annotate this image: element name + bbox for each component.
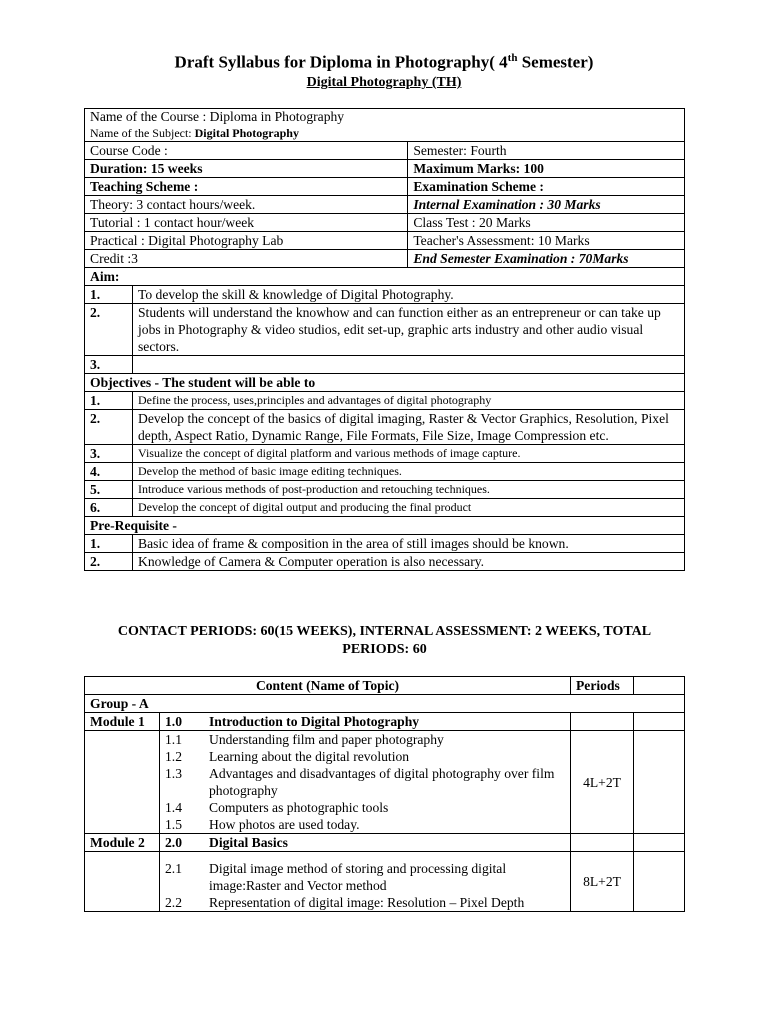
subject-line (90, 125, 679, 141)
table-row (85, 481, 685, 499)
objective-num: 5. (85, 481, 133, 499)
table-row (85, 713, 685, 731)
course-name: Name of the Course : Diploma in Photography (90, 109, 345, 124)
empty-cell (571, 834, 634, 852)
practical: Practical : Digital Photography Lab (85, 232, 408, 250)
table-row (85, 160, 685, 178)
course-subject-cell (85, 109, 685, 142)
contact-periods-heading: CONTACT PERIODS: 60(15 WEEKS), INTERNAL ASSESSMENT: 2 WEEKS, TOTAL PERIODS: 60 (117, 624, 652, 657)
table-row (85, 517, 685, 535)
subtopic-number: 2.1 (165, 861, 182, 876)
title-superscript: th (507, 52, 518, 64)
tutorial-hours: Tutorial : 1 contact hour/week (85, 214, 408, 232)
aim-text: To develop the skill & knowledge of Digital Photography. (133, 286, 685, 304)
table-row (85, 731, 685, 834)
table-row (85, 695, 685, 713)
objective-text: Introduce various methods of post-production and retouching techniques. (133, 481, 685, 499)
table-row (85, 196, 685, 214)
module-label: Module 1 (85, 713, 160, 731)
table-row (85, 535, 685, 553)
teacher-assessment: Teacher's Assessment: 10 Marks (408, 232, 685, 250)
table-row (85, 852, 685, 912)
course-code: Course Code : (85, 142, 408, 160)
table-row (85, 677, 685, 695)
table-row (85, 834, 685, 852)
table-row (85, 553, 685, 571)
list-item (165, 731, 565, 748)
table-row (85, 250, 685, 268)
course-info-table (84, 108, 685, 571)
document-title (0, 52, 768, 73)
table-row (85, 392, 685, 410)
subtopic-text: Digital image method of storing and processing digital image:Raster and Vector method (209, 861, 507, 893)
empty-cell (571, 713, 634, 731)
subtopic-text: How photos are used today. (209, 817, 360, 832)
objective-text: Visualize the concept of digital platform and various methods of image capture. (133, 445, 685, 463)
objective-text: Develop the method of basic image editing techniques. (133, 463, 685, 481)
table-row (85, 232, 685, 250)
list-item (165, 860, 565, 894)
content-table (84, 676, 685, 912)
col-header-topic: Content (Name of Topic) (85, 677, 571, 695)
teaching-scheme: Teaching Scheme : (85, 178, 408, 196)
objective-num: 4. (85, 463, 133, 481)
subtopic-number: 1.5 (165, 817, 182, 832)
prereq-text: Knowledge of Camera & Computer operation is also necessary. (133, 553, 685, 571)
objective-num: 2. (85, 410, 133, 445)
table-row (85, 374, 685, 392)
list-item (165, 894, 565, 911)
module-title-cell (160, 713, 571, 731)
max-marks: Maximum Marks: 100 (408, 160, 685, 178)
subject-name: Digital Photography (194, 126, 299, 140)
table-row (85, 109, 685, 142)
periods-value: 4L+2T (571, 731, 634, 834)
table-row (85, 499, 685, 517)
subtopic-text: Learning about the digital revolution (209, 749, 410, 764)
subtopic-number: 2.2 (165, 895, 182, 910)
credit: Credit :3 (85, 250, 408, 268)
aim-num: 3. (85, 356, 133, 374)
table-row (85, 463, 685, 481)
col-header-periods: Periods (571, 677, 634, 695)
table-row (85, 268, 685, 286)
table-row (85, 178, 685, 196)
group-label: Group - A (85, 695, 685, 713)
document-subtitle: Digital Photography (TH) (306, 75, 462, 90)
table-row (85, 214, 685, 232)
module-title: Introduction to Digital Photography (209, 714, 420, 729)
periods-value: 8L+2T (571, 852, 634, 912)
empty-cell (634, 852, 685, 912)
table-row (85, 445, 685, 463)
aim-heading: Aim: (85, 268, 685, 286)
empty-cell (85, 852, 160, 912)
objective-num: 1. (85, 392, 133, 410)
objective-num: 3. (85, 445, 133, 463)
module-number: 2.0 (165, 835, 182, 850)
objective-num: 6. (85, 499, 133, 517)
empty-cell (634, 834, 685, 852)
title-text-end: Semester) (517, 52, 594, 72)
subtopic-text: Understanding film and paper photography (209, 732, 444, 747)
duration: Duration: 15 weeks (85, 160, 408, 178)
aim-text (133, 356, 685, 374)
subject-prefix: Name of the Subject: (90, 126, 195, 140)
theory-hours: Theory: 3 contact hours/week. (85, 196, 408, 214)
table-row (85, 356, 685, 374)
subtopic-text: Computers as photographic tools (209, 800, 389, 815)
list-item (165, 765, 565, 799)
list-item (165, 816, 565, 833)
module-number: 1.0 (165, 714, 182, 729)
list-item (165, 748, 565, 765)
class-test: Class Test : 20 Marks (408, 214, 685, 232)
subtopics-cell (160, 852, 571, 912)
prereq-num: 2. (85, 553, 133, 571)
prereq-num: 1. (85, 535, 133, 553)
prereq-text: Basic idea of frame & composition in the area of still images should be known. (133, 535, 685, 553)
aim-num: 1. (85, 286, 133, 304)
semester: Semester: Fourth (408, 142, 685, 160)
subtopic-number: 1.4 (165, 800, 182, 815)
module-title: Digital Basics (209, 835, 288, 850)
end-semester-exam: End Semester Examination : 70Marks (408, 250, 685, 268)
subtopics-cell (160, 731, 571, 834)
empty-cell (634, 713, 685, 731)
empty-cell (634, 677, 685, 695)
empty-cell (85, 731, 160, 834)
title-text: Draft Syllabus for Diploma in Photography( 4 (174, 52, 508, 72)
subtopic-number: 1.2 (165, 749, 182, 764)
exam-scheme: Examination Scheme : (408, 178, 685, 196)
objective-text: Define the process, uses,principles and advantages of digital photography (133, 392, 685, 410)
subtopic-number: 1.3 (165, 766, 182, 781)
prereq-heading: Pre-Requisite - (85, 517, 685, 535)
module-title-cell (160, 834, 571, 852)
objective-text: Develop the concept of digital output and producing the final product (133, 499, 685, 517)
subtopic-text: Representation of digital image: Resolution – Pixel Depth (209, 895, 525, 910)
aim-text: Students will understand the knowhow and can function either as an entrepreneur or can take up jobs in Photography & video studios, edit set-up, graphic arts industry and other audio visual sectors. (133, 304, 685, 356)
subtopic-number: 1.1 (165, 732, 182, 747)
list-item (165, 799, 565, 816)
module-label: Module 2 (85, 834, 160, 852)
table-row (85, 304, 685, 356)
subtopic-text: Advantages and disadvantages of digital photography over film photography (209, 766, 555, 798)
aim-num: 2. (85, 304, 133, 356)
objective-text: Develop the concept of the basics of digital imaging, Raster & Vector Graphics, Resolution, Pixel depth, Aspect Ratio, Dynamic Range, File Formats, File Size, Image Compression etc. (133, 410, 685, 445)
table-row (85, 410, 685, 445)
table-row (85, 142, 685, 160)
empty-cell (634, 731, 685, 834)
objectives-heading: Objectives - The student will be able to (85, 374, 685, 392)
internal-exam: Internal Examination : 30 Marks (408, 196, 685, 214)
table-row (85, 286, 685, 304)
